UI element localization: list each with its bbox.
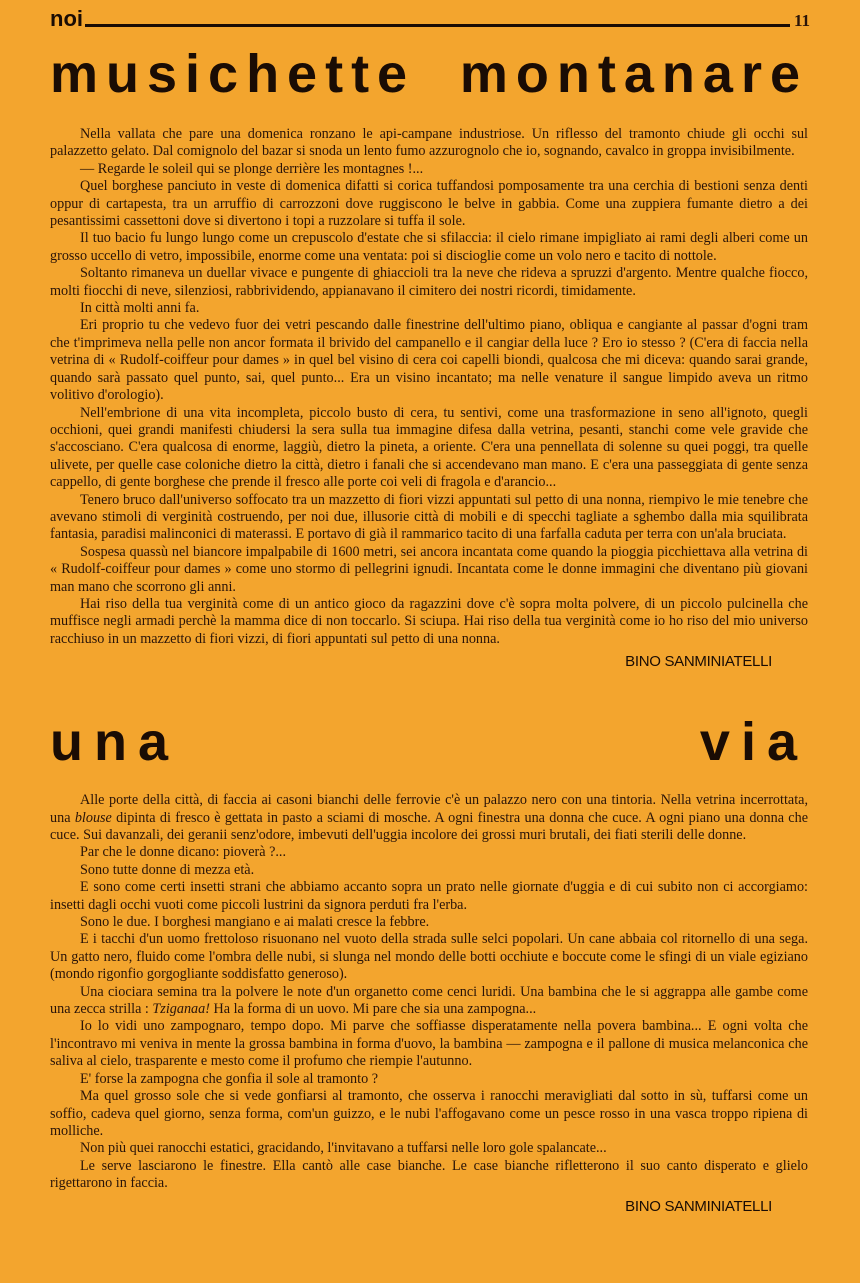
article-1-body	[50, 126, 808, 648]
article-1-signature: BINO SANMINIATELLI	[625, 653, 772, 671]
paragraph: Eri proprio tu che vedevo fuor dei vetri pescando dalle finestrine dell'ultimo piano, obliqua e cangiante al passar d'ogni tram che t'imprimeva nella pelle non ancor formata il brivido del campanello e il cangiar della luce ? Ero io stesso ? (C'era di faccia nella vetrina di « Rudolf-coiffeur pour dames » in quel bel visino di cera coi capelli biondi, qualcosa che mi diceva: quando sarai grande, quando sarà passato quel punto, sai, quel punto... Era un visino incantato; ma nelle venature il sangue limpido aveva un ritmo volitivo d'orologio).	[50, 317, 808, 404]
paragraph: Soltanto rimaneva un duellar vivace e pungente di ghiaccioli tra la neve che rideva a spruzzi d'argento. Mentre qualche fiocco, molti fiocchi di neve, silenziosi, rabbrividendo, appianavano il cimitero dei nostri ricordi, timidamente.	[50, 265, 808, 299]
article-1-title-word-1: musichette	[50, 44, 416, 104]
paragraph: Quel borghese panciuto in veste di domenica difatti si corica tuffandosi pomposamente tra una cerchia di bestioni senza denti oppur di cartapesta, tra un arruffio di carrozzoni dove ruggiscono le belve in gabbia. Come una zuppiera fumante dietro a dei pesantissimi cassettoni dove si divertono i topi a ruzzolare si tuffa il sole.	[50, 178, 808, 230]
text-run: E sono come certi insetti strani che abbiamo accanto sopra un prato nelle giornate d'uggia e di cui subito non ci accorgiamo: insetti dagli occhi vuoti come piccoli lustrini da signora perduti fra l'erba.	[50, 879, 808, 913]
text-run: E' forse la zampogna che gonfia il sole al tramonto ?	[80, 1070, 379, 1087]
paragraph	[50, 844, 808, 861]
page-header	[50, 4, 810, 30]
text-run: dipinta di fresco è gettata in pasto a sciami di mosche. A ogni finestra una donna che cuce. A ogni piano una donna che cuce. Sui davanzali, dei geranii senz'odore, imbevuti dell'uggia incolore dei grossi muri brutali, dei fiati sterili delle donne.	[50, 809, 808, 843]
text-run: Alle porte della città, di faccia ai casoni bianchi delle ferrovie c'è un palazzo nero con una tintoria. Nella vetrina incerrottata, una	[50, 792, 808, 826]
header-rule	[85, 24, 790, 27]
text-run: E i tacchi d'un uomo frettoloso risuonano nel vuoto della strada sulle selci popolari. Un cane abbaia col ritornello di una sega. Un gatto nero, fluido come l'ombra delle nubi, si slunga nel mondo delle botti occhiute e boccute come le sfingi di un viale egiziano (mondo rigonfio gorgogliante soddisfatto generoso).	[50, 931, 808, 983]
text-run: Io lo vidi uno zampognaro, tempo dopo. Mi parve che soffiasse disperatamente nella povera bambina... E ogni volta che l'incontravo mi veniva in mente la grossa bambina in forma d'uovo, la bambina — zampogna e il pallone di musica melanconica che saliva al cielo, trasparente e mesto come il profumo che riempie l'autunno.	[50, 1018, 808, 1070]
paragraph	[50, 931, 808, 983]
text-run: Ha la forma di un uovo. Mi pare che sia una zampogna...	[209, 1001, 537, 1018]
article-1-signature-row	[50, 652, 808, 672]
paragraph: Il tuo bacio fu lungo lungo come un crepuscolo d'estate che si sfilaccia: il cielo rimane impigliato ai rami degli alberi come un grosso uccello di vetro, impossibile, enorme come una ventata: poi si discioglie come un volo nero e tacito di nottole.	[50, 230, 808, 264]
article-2-body	[50, 792, 808, 1192]
paragraph: — Regarde le soleil qui se plonge derrière les montagnes !...	[80, 160, 424, 177]
italic-text: blouse	[74, 809, 112, 826]
paragraph	[50, 1088, 808, 1140]
text-run: Le serve lasciarono le finestre. Ella cantò alle case bianche. Le case bianche rifletterono il suo canto disperato e glielo rigettarono in faccia.	[50, 1157, 808, 1192]
paragraph: Sospesa quassù nel biancore impalpabile di 1600 metri, sei ancora incantata come quando la pioggia picchiettava alla vetrina di « Rudolf-coiffeur pour dames » come uno stormo di pellegrini ignudi. Incantata come le donne immagini che diventano più giovani man mano che scorrono gli anni.	[50, 543, 808, 595]
article-1-title-word-2: montanare	[459, 44, 808, 104]
text-run: Par che le donne dicano: pioverà ?...	[80, 844, 287, 861]
page-number: 11	[793, 11, 810, 30]
paragraph	[50, 914, 808, 931]
paragraph: Nella vallata che pare una domenica ronzano le api-campane industriose. Un riflesso del tramonto chiude gli occhi sul palazzetto gelato. Dal comignolo del bazar si snoda un lento fumo azzurognolo che io, sognando, cavalco in groppa invisibilmente.	[50, 126, 808, 160]
paragraph	[50, 792, 808, 844]
paragraph	[50, 1158, 808, 1193]
paragraph	[50, 1140, 808, 1157]
text-run: Non più quei ranocchi estatici, gracidando, l'invitavano a tuffarsi nelle loro gole spalancate...	[80, 1140, 607, 1157]
paragraph	[50, 1071, 808, 1088]
text-run: Una ciociara semina tra la polvere le note d'un organetto come cenci luridi. Una bambina che le si aggrappa alle gambe come una zecca strilla :	[50, 983, 808, 1018]
paragraph	[50, 984, 808, 1019]
article-2-title-word-2: via	[699, 712, 808, 773]
paragraph	[50, 1018, 808, 1070]
paragraph: Tenero bruco dall'universo soffocato tra un mazzetto di fiori vizzi appuntati sul petto di una nonna, riempivo le mie tenebre che avevano stimoli di verginità costruendo, per noi due, illusorie città di mobili e di specchi tagliate a sghembo dalla mia squilibrata fantasia, paradisi malinconici di materassi. E portavo di già il rammarico tacito di una farfalla caduta per terra con un'ala bruciata.	[50, 491, 808, 543]
paragraph	[50, 862, 808, 879]
article-1-title	[50, 44, 808, 104]
magazine-name: noi	[50, 6, 83, 31]
text-run: Sono tutte donne di mezza età.	[80, 861, 255, 878]
paragraph: Nell'embrione di una vita incompleta, piccolo busto di cera, tu sentivi, come una trasformazione in seno all'ignoto, quegli occhioni, quei grandi manifesti chiudersi la sera sulla tua immagine difesa dalla vetrina, pesanti, stanchi come vele gravide che s'accosciano. C'era qualcosa di enorme, laggiù, dietro la pineta, a oriente. C'era una pennellata di solenne su quei poggi, tra quelle ulivete, per quelle case coloniche dietro la città, dietro i fanali che si accendevano man mano. E c'era una passeggiata di gente senza cappello, di gente borghese che prende il fresco alle porte coi veli di fragola e d'arancio...	[50, 404, 808, 491]
paragraph: In città molti anni fa.	[80, 300, 200, 317]
article-2-title	[50, 712, 808, 772]
paragraph: Hai riso della tua verginità come di un antico gioco da ragazzini dove c'è sopra molta polvere, di un piccolo pulcinella che muffisce negli armadi perchè la mamma dice di non toccarlo. Si sciupa. Hai riso della tua verginità come io ho riso del mio universo racchiuso in un mazzetto di fiori vizzi, di fiori appuntati sul petto di una nonna.	[50, 595, 808, 647]
article-2-signature: BINO SANMINIATELLI	[625, 1197, 772, 1215]
paragraph	[50, 879, 808, 914]
article-2-signature-row	[50, 1197, 808, 1217]
text-run: Sono le due. I borghesi mangiano e ai malati cresce la febbre.	[80, 914, 430, 931]
article-2-title-word-1: una	[50, 712, 180, 773]
text-run: Ma quel grosso sole che si vede gonfiarsi al tramonto, che osserva i ranocchi meravigliati dal sotto in sù, tuffarsi come un soffio, cadeva quel giorno, senza forma, com'un guizzo, e le nubi l'affogavano come un pesce rosso in una vasca troppo ripiena di molliche.	[50, 1088, 808, 1139]
italic-text: Tziganaa!	[152, 1001, 210, 1018]
